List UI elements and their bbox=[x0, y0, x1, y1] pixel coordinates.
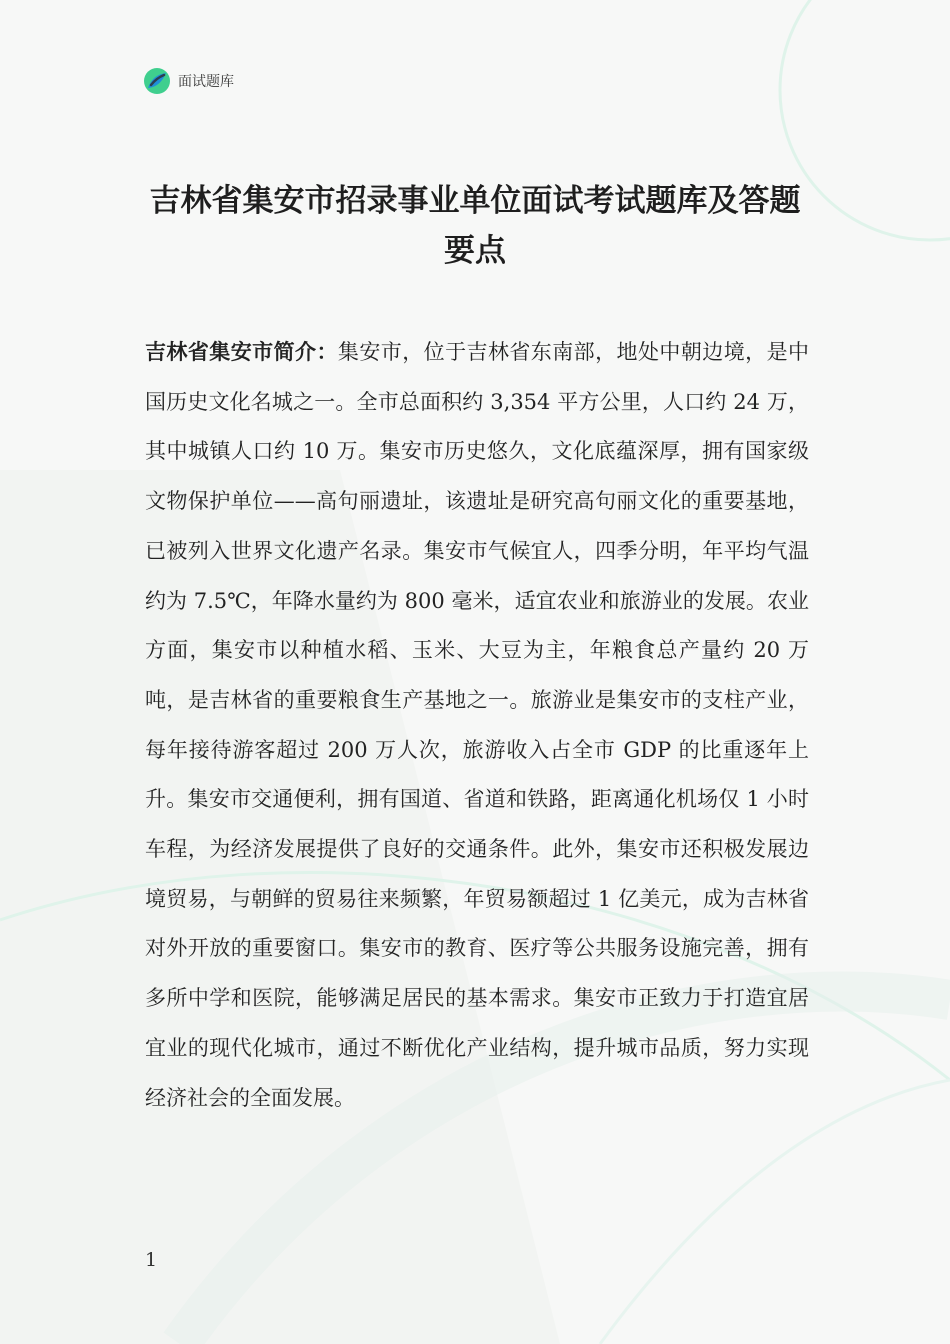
intro-paragraph bbox=[145, 328, 809, 1123]
leaf-logo-icon bbox=[143, 67, 171, 95]
document-title: 吉林省集安市招录事业单位面试考试题库及答题要点 bbox=[149, 183, 801, 269]
brand-name: 面试题库 bbox=[178, 74, 234, 90]
header bbox=[143, 66, 234, 96]
intro-label: 吉林省集安市简介： bbox=[145, 340, 338, 364]
page-number: 1 bbox=[145, 1249, 158, 1271]
intro-text: 集安市，位于吉林省东南部，地处中朝边境，是中国历史文化名城之一。全市总面积约 3,354 平方公里，人口约 24 万，其中城镇人口约 10 万。集安市历史悠久，文化底蕴深厚，拥有国家级文物保护单位——高句丽遗址，该遗址是研究高句丽文化的重要基地，已被列入世界文化遗产名录。集安市气候宜人，四季分明，年平均气温约为 7.5℃，年降水量约为 800 毫米，适宜农业和旅游业的发展。农业方面，集安市以种植水稻、玉米、大豆为主，年粮食总产量约 20 万吨，是吉林省的重要粮食生产基地之一。旅游业是集安市的支柱产业，每年接待游客超过 200 万人次，旅游收入占全市 GDP 的比重逐年上升。集安市交通便利，拥有国道、省道和铁路，距离通化机场仅 1 小时车程，为经济发展提供了良好的交通条件。此外，集安市还积极发展边境贸易，与朝鲜的贸易往来频繁，年贸易额超过 1 亿美元，成为吉林省对外开放的重要窗口。集安市的教育、医疗等公共服务设施完善，拥有多所中学和医院，能够满足居民的基本需求。集安市正致力于打造宜居宜业的现代化城市，通过不断优化产业结构，提升城市品质，努力实现经济社会的全面发展。 bbox=[145, 340, 810, 1110]
